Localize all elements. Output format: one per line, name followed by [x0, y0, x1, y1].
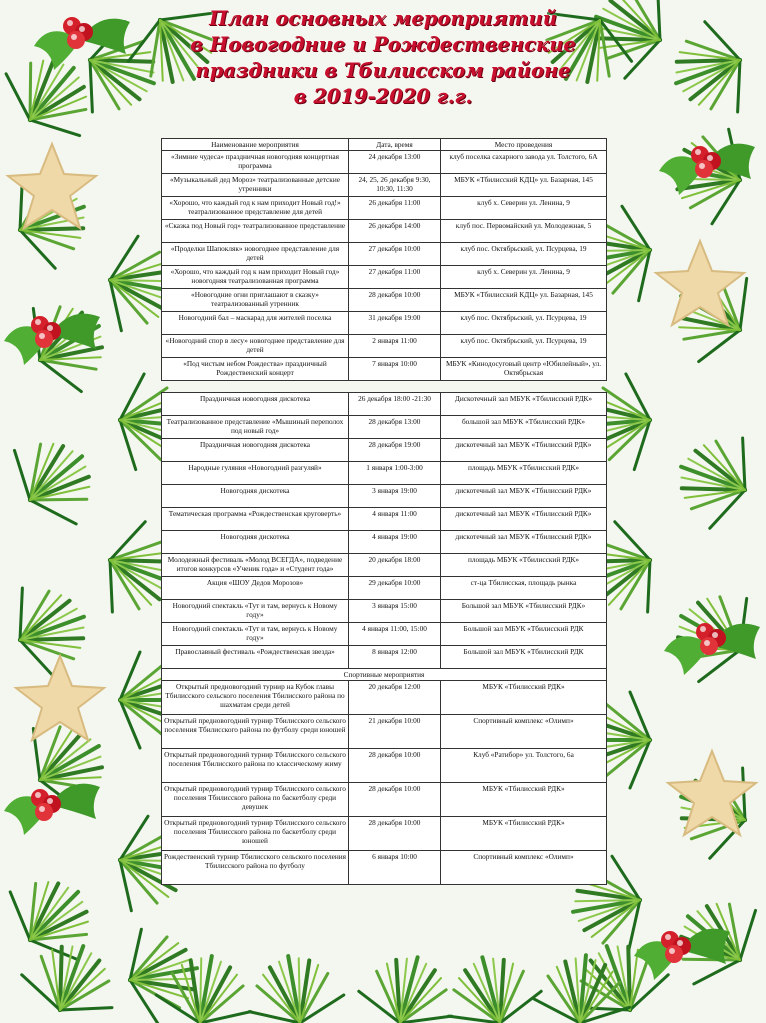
title-line-4: в 2019-2020 г.г.: [293, 85, 473, 108]
cell-place: Большой зал МБУК «Тбилисский РДК: [441, 623, 607, 646]
table-row: [162, 335, 607, 358]
cell-name: «Проделки Шапокляк» новогоднее представление для детей: [162, 243, 349, 266]
cell-place: МБУК «Тбилисский КДЦ» ул. Базарная, 145: [441, 289, 607, 312]
cell-name: «Под чистым небом Рождества» праздничный Рождественский концерт: [162, 358, 349, 381]
cell-date: 28 декабря 10:00: [349, 749, 441, 783]
cell-name: Молодежный фестиваль «Молод ВСЕГДА», подведение итогов конкурсов «Ученик года» и «Студент года»: [162, 554, 349, 577]
table-row: [162, 783, 607, 817]
cell-name: Новогодний спектакль «Тут и там, вернусь к Новому году»: [162, 623, 349, 646]
cell-place: площадь МБУК «Тбилисский РДК»: [441, 462, 607, 485]
cell-date: 20 декабря 12:00: [349, 681, 441, 715]
cell-date: 4 января 11:00, 15:00: [349, 623, 441, 646]
table-row: [162, 749, 607, 783]
cell-place: клуб пос. Октябрьский, ул. Псурцева, 19: [441, 312, 607, 335]
cell-name: Тематическая программа «Рождественская круговерть»: [162, 508, 349, 531]
cell-date: 28 декабря 10:00: [349, 783, 441, 817]
cell-name: Православный фестиваль «Рождественская звезда»: [162, 646, 349, 669]
events-table-rdk: [161, 392, 607, 885]
cell-date: 26 декабря 14:00: [349, 220, 441, 243]
cell-name: «Новогодние огни приглашают в сказку» театрализованный утренник: [162, 289, 349, 312]
cell-date: 2 января 11:00: [349, 335, 441, 358]
table-row: [162, 243, 607, 266]
cell-place: Клуб «Ратибор» ул. Толстого, 6а: [441, 749, 607, 783]
title-line-1: План основных мероприятий: [209, 7, 557, 30]
sports-section-title: Спортивные мероприятия: [162, 669, 607, 681]
cell-place: клуб пос. Первомайский ул. Молодежная, 5: [441, 220, 607, 243]
cell-place: МБУК «Тбилисский РДК»: [441, 783, 607, 817]
table-row: [162, 623, 607, 646]
cell-date: 29 декабря 10:00: [349, 577, 441, 600]
cell-place: МБУК «Кинодосуговый центр «Юбилейный», ул. Октябрьская: [441, 358, 607, 381]
header-date: Дата, время: [349, 139, 441, 151]
table-row: [162, 531, 607, 554]
cell-place: МБУК «Тбилисский РДК»: [441, 817, 607, 851]
cell-place: дискотечный зал МБУК «Тбилисский РДК»: [441, 531, 607, 554]
cell-place: МБУК «Тбилисский РДК»: [441, 681, 607, 715]
cell-date: 28 декабря 10:00: [349, 817, 441, 851]
table-row: [162, 393, 607, 416]
cell-place: дискотечный зал МБУК «Тбилисский РДК»: [441, 439, 607, 462]
table-row: [162, 220, 607, 243]
table-row: [162, 646, 607, 669]
cell-name: Открытый предновогодний турнир Тбилисского сельского поселения Тбилисского района по баскетболу среди юношей: [162, 817, 349, 851]
cell-date: 20 декабря 18:00: [349, 554, 441, 577]
cell-date: 31 декабря 19:00: [349, 312, 441, 335]
cell-place: клуб х. Северин ул. Ленина, 9: [441, 197, 607, 220]
cell-date: 28 декабря 10:00: [349, 289, 441, 312]
cell-name: «Хорошо, что каждый год к нам приходит Новый год!» театрализованное представление для детей: [162, 197, 349, 220]
sports-section-header: [162, 669, 607, 681]
cell-place: Большой зал МБУК «Тбилисский РДК: [441, 646, 607, 669]
cell-name: Открытый предновогодний турнир на Кубок главы Тбилисского сельского поселения Тбилисского района по шахматам среди детей: [162, 681, 349, 715]
table-row: [162, 485, 607, 508]
cell-name: Новогодний бал – маскарад для жителей поселка: [162, 312, 349, 335]
table-row: [162, 600, 607, 623]
cell-name: Акция «ШОУ Дедов Морозов»: [162, 577, 349, 600]
table-row: [162, 554, 607, 577]
cell-place: клуб пос. Октябрьский, ул. Псурцева, 19: [441, 335, 607, 358]
cell-date: 4 января 19:00: [349, 531, 441, 554]
table-row: [162, 715, 607, 749]
cell-name: Праздничная новогодняя дискотека: [162, 439, 349, 462]
cell-name: Новогодний спектакль «Тут и там, вернусь к Новому году»: [162, 600, 349, 623]
cell-date: 3 января 15:00: [349, 600, 441, 623]
table-row: [162, 151, 607, 174]
table-row: [162, 508, 607, 531]
cell-place: Спортивный комплекс «Олимп»: [441, 851, 607, 885]
cell-name: Народные гуляния «Новогодний разгуляй»: [162, 462, 349, 485]
cell-date: 24 декабря 13:00: [349, 151, 441, 174]
cell-date: 27 декабря 10:00: [349, 243, 441, 266]
cell-date: 7 января 10:00: [349, 358, 441, 381]
table-row: [162, 851, 607, 885]
cell-place: клуб пос. Октябрьский, ул. Псурцева, 19: [441, 243, 607, 266]
table-row: [162, 289, 607, 312]
cell-date: 24, 25, 26 декабря 9:30, 10:30, 11:30: [349, 174, 441, 197]
header-name: Наименование мероприятия: [162, 139, 349, 151]
table-row: [162, 197, 607, 220]
cell-name: «Сказка под Новый год» театрализованное представление: [162, 220, 349, 243]
title-line-3: праздники в Тбилисском районе: [195, 59, 571, 82]
cell-date: 3 января 19:00: [349, 485, 441, 508]
cell-name: Театрализованное представление «Мышиный переполох под новый год»: [162, 416, 349, 439]
cell-date: 27 декабря 11:00: [349, 266, 441, 289]
table-row: [162, 266, 607, 289]
table-row: [162, 439, 607, 462]
cell-date: 8 января 12:00: [349, 646, 441, 669]
cell-place: дискотечный зал МБУК «Тбилисский РДК»: [441, 485, 607, 508]
cell-date: 4 января 11:00: [349, 508, 441, 531]
cell-name: Открытый предновогодний турнир Тбилисского сельского поселения Тбилисского района по баскетболу среди девушек: [162, 783, 349, 817]
cell-name: Открытый предновогодний турнир Тбилисского сельского поселения Тбилисского района по классическому жиму: [162, 749, 349, 783]
cell-name: «Зимние чудеса» праздничная новогодняя концертная программа: [162, 151, 349, 174]
table-row: [162, 358, 607, 381]
cell-place: большой зал МБУК «Тбилисский РДК»: [441, 416, 607, 439]
cell-date: 26 декабря 18:00 -21:30: [349, 393, 441, 416]
table-row: [162, 416, 607, 439]
cell-name: «Новогодний спор в лесу» новогоднее представление для детей: [162, 335, 349, 358]
header-place: Место проведения: [441, 139, 607, 151]
cell-name: Новогодняя дискотека: [162, 485, 349, 508]
cell-place: Дискотечный зал МБУК «Тбилисский РДК»: [441, 393, 607, 416]
cell-date: 6 января 10:00: [349, 851, 441, 885]
cell-place: клуб поселка сахарного завода ул. Толстого, 6А: [441, 151, 607, 174]
table-row: [162, 681, 607, 715]
cell-date: 28 декабря 19:00: [349, 439, 441, 462]
cell-place: Большой зал МБУК «Тбилисский РДК»: [441, 600, 607, 623]
cell-place: площадь МБУК «Тбилисский РДК»: [441, 554, 607, 577]
cell-date: 21 декабря 10:00: [349, 715, 441, 749]
table-row: [162, 312, 607, 335]
cell-place: ст-ца Тбилисская, площадь рынка: [441, 577, 607, 600]
cell-place: дискотечный зал МБУК «Тбилисский РДК»: [441, 508, 607, 531]
events-table-main: [161, 138, 607, 381]
table-header-row: [162, 139, 607, 151]
cell-date: 28 декабря 13:00: [349, 416, 441, 439]
table-row: [162, 174, 607, 197]
cell-place: клуб х. Северин ул. Ленина, 9: [441, 266, 607, 289]
cell-place: Спортивный комплекс «Олимп»: [441, 715, 607, 749]
table-row: [162, 577, 607, 600]
cell-place: МБУК «Тбилисский КДЦ» ул. Базарная, 145: [441, 174, 607, 197]
cell-name: «Музыкальный дед Мороз» театрализованные детские утренники: [162, 174, 349, 197]
page-title: [160, 6, 606, 110]
cell-name: Рождественский турнир Тбилисского сельского поселения Тбилисского района по футболу: [162, 851, 349, 885]
cell-name: «Хорошо, что каждый год к нам приходит Новый год» новогодняя театрализованная программа: [162, 266, 349, 289]
cell-name: Праздничная новогодняя дискотека: [162, 393, 349, 416]
cell-name: Новогодняя дискотека: [162, 531, 349, 554]
table-row: [162, 817, 607, 851]
cell-date: 26 декабря 11:00: [349, 197, 441, 220]
cell-date: 1 января 1:00-3:00: [349, 462, 441, 485]
cell-name: Открытый предновогодний турнир Тбилисского сельского поселения Тбилисского района по футболу среди юношей: [162, 715, 349, 749]
table-row: [162, 462, 607, 485]
title-line-2: в Новогодние и Рождественские: [190, 33, 576, 56]
